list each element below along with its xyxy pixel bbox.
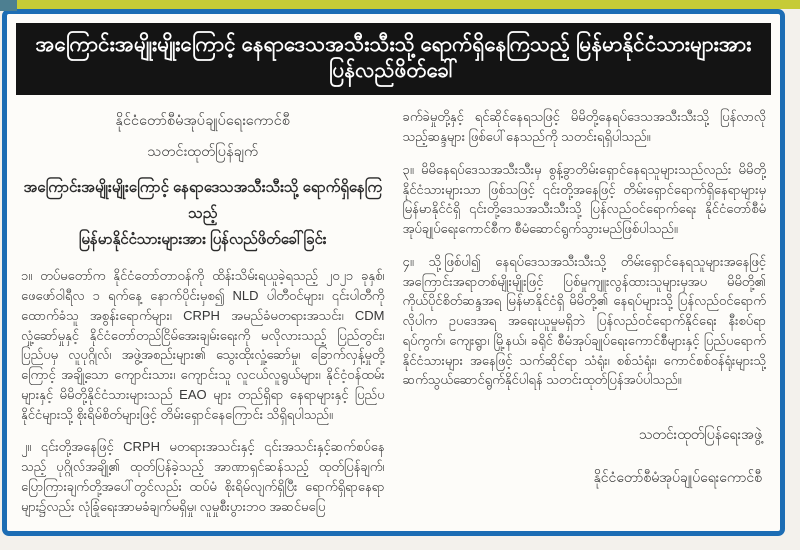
issuer-name: နိုင်ငံတော်စီမံအုပ်ချုပ်ရေးကောင်စီ bbox=[115, 113, 290, 130]
signature-council: နိုင်ငံတော်စီမံအုပ်ချုပ်ရေးကောင်စီ bbox=[593, 469, 762, 486]
paragraph-2-left-part: ၂။ ၎င်းတို့အနေဖြင့် CRPH မတရားအသင်းနှင့် ၎င်းအသင်းနှင့်ဆက်စပ်နေသည့် ပုဂ္ဂိုလ်အချို့၏ ထုတ်ပြန်ခဲ့သည့် အာဏာရှင်ဆန်သည့် ထုတ်ပြန်ချက်၊ ပြောကြားချက်တို့အပေါ်တွင်လည်း ထပ်မံ စိုးရိမ်လျက်ရှိပြီး ရောက်ရှိရာနေရာများ၌လည်း လုံခြုံရေးအာမခံချက်မရှိမှု၊ လူမှုစီးပွားဘဝ အဆင်မပြေ bbox=[21, 439, 385, 514]
scan-edge-teal-block bbox=[0, 0, 17, 11]
paragraph-4: ၄။ သို့ဖြစ်ပါ၍ နေရပ်ဒေသအသီးသီးသို့ တိမ်းရှောင်နေရသူများအနေဖြင့် အကြောင်းအရာတစ်မျိုးမျိုးဖြင့် ပြစ်မှုကျူးလွန်ထားသူများမှအပ မိမိတို့၏ ကိုယ်ပိုင်စိတ်ဆန္ဒအရ မြန်မာနိုင်ငံရှိ မိမိတို့၏ နေရပ်များသို့ ပြန်လည်ဝင်ရောက်လိုပါက ဥပဒေအရ အရေးယူမှုမရှိဘဲ ပြန်လည်ဝင်ရောက်နိုင်ရေး နီးစပ်ရာ ရပ်ကွက်၊ ကျေးရွာ၊ မြို့နယ်၊ ခရိုင် စီမံအုပ်ချုပ်ရေးကောင်စီများနှင့် ပြည်ပရောက်နိုင်ငံသားများ အနေဖြင့် သက်ဆိုင်ရာ သံရုံး၊ စစ်သံရုံး၊ ကောင်စစ်ဝန်ရုံးများသို့ ဆက်သွယ်ဆောင်ရွက်နိုင်ပါရန် သတင်းထုတ်ပြန်အပ်ပါသည်။ bbox=[402, 253, 766, 388]
paragraph-1: ၁။ တပ်မတော်က နိုင်ငံတော်တာဝန်ကို ထိန်းသိမ်းရယူခဲ့ရသည့် ၂၀၂၁ ခုနှစ်၊ ဖေဖော်ဝါရီလ ၁ ရက်နေ့ နောက်ပိုင်းမှစ၍ NLD ပါတီဝင်များ၊ ၎င်းပါတီကို ထောက်ခံသူ အစွန်းရောက်များ၊ CRPH အမည်ခံမတရားအသင်း၊ CDM လှုံ့ဆော်မှုနှင့် နိုင်ငံတော်တည်ငြိမ်အေးချမ်းရေးကို မလိုလားသည့် ပြည်တွင်း၊ ပြည်ပမှ လူပုဂ္ဂိုလ်၊ အဖွဲ့အစည်းများ၏ သွေးထိုးလှုံ့ဆော်မှု၊ ခြောက်လှန့်မှုတို့ကြောင့် အချို့သော ကျောင်းသား၊ ကျောင်းသူ လူငယ်လူရွယ်များ၊ နိုင်ငံ့ဝန်ထမ်းများနှင့် မိမိတို့နိုင်ငံသားများသည် EAO များ တည်ရှိရာ နေရာများနှင့် ပြည်ပနိုင်ငံများသို့ စိုးရိမ်စိတ်များဖြင့် တိမ်းရှောင်နေကြောင်း သိရှိရပါသည်။ bbox=[21, 268, 385, 422]
signature-department: သတင်းထုတ်ပြန်ရေးအဖွဲ့ bbox=[638, 426, 762, 442]
paragraph-3: ၃။ မိမိနေရပ်ဒေသအသီးသီးမှ စွန့်ခွာတိမ်းရှောင်နေရသူများသည်လည်း မိမိတို့နိုင်ငံသားများသာ ဖြစ်သဖြင့် ၎င်းတို့အနေဖြင့် တိမ်းရှောင်ရောက်ရှိနေရာများမှ မြန်မာနိုင်ငံရှိ ၎င်းတို့ဒေသအသီးသီးသို့ ပြန်လည်ဝင်ရောက်ရေး နိုင်ငံတော်စီမံအုပ်ချုပ်ရေးကောင်စီက စီမံဆောင်ရွက်သွားမည်ဖြစ်ပါသည်။ bbox=[402, 161, 766, 236]
page-border-frame bbox=[2, 9, 785, 536]
subject-heading bbox=[21, 175, 385, 254]
subject-heading-line2: မြန်မာနိုင်ငံသားများအား ပြန်လည်ဖိတ်ခေါ်ခြင်း bbox=[78, 231, 327, 249]
headline-banner: အကြောင်းအမျိုးမျိုးကြောင့် နေရာဒေသအသီးသီးသို့ ရောက်ရှိနေကြသည့် မြန်မာနိုင်ငံသားများအား ပြန်လည်ဖိတ်ခေါ် bbox=[16, 23, 771, 95]
scan-edge-yellow-strip bbox=[0, 0, 800, 9]
paragraph-2-continuation: ခက်ခဲမှုတို့နှင့် ရင်ဆိုင်နေရသဖြင့် မိမိတို့နေရပ်ဒေသအသီးသီးသို့ ပြန်လာလိုသည့်ဆန္ဒများ ဖြစ်ပေါ်နေသည်ကို သတင်းရရှိပါသည်။ bbox=[402, 109, 766, 144]
signature-block bbox=[403, 424, 767, 489]
statement-type: သတင်းထုတ်ပြန်ချက် bbox=[147, 143, 259, 160]
subject-heading-line1: အကြောင်းအမျိုးမျိုးကြောင့် နေရာဒေသအသီးသီးသို့ ရောက်ရှိနေကြသည့် bbox=[23, 178, 383, 222]
right-column bbox=[403, 103, 767, 516]
body-columns bbox=[7, 95, 780, 516]
left-column bbox=[21, 103, 385, 516]
